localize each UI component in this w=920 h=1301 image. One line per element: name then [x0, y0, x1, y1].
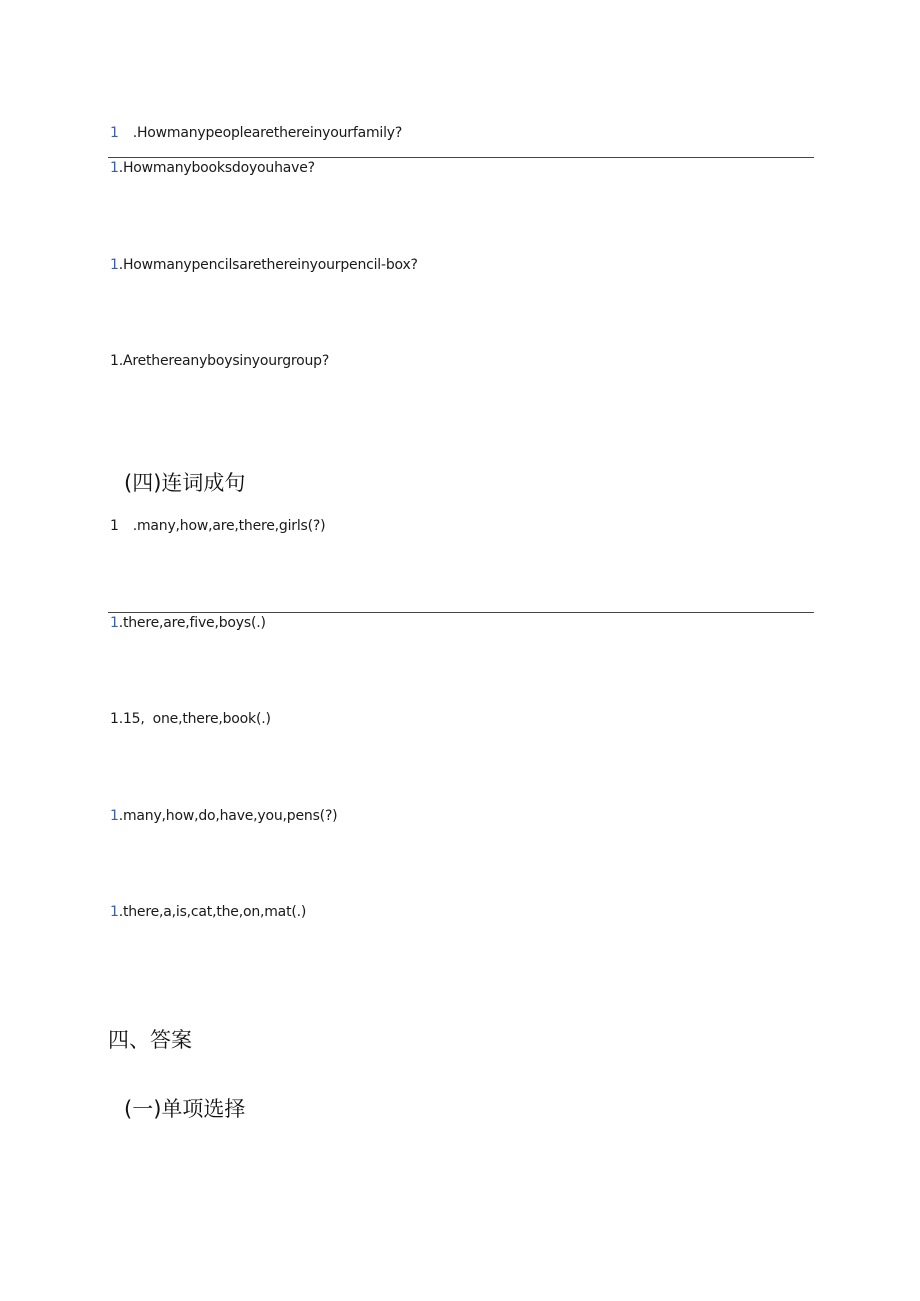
answer-line [108, 157, 814, 158]
question-text: .Howmanypencilsarethereinyourpencil-box? [118, 257, 418, 273]
question-text: .Arethereanyboysinyourgroup? [118, 353, 330, 369]
question-text: .Howmanybooksdoyouhave? [118, 160, 315, 176]
item-number: 1 [110, 904, 119, 920]
item-text: .many,how,are,there,girls(?) [132, 518, 326, 534]
connect-item [110, 614, 266, 632]
question-item [110, 159, 315, 177]
item-number: 1 [110, 808, 119, 824]
connect-item [110, 807, 337, 825]
item-number: 1.15, [110, 711, 145, 727]
answers-heading: 四、答案 [108, 1028, 192, 1052]
section-heading: (四)连词成句 [124, 471, 246, 495]
question-number: 1 [110, 257, 119, 273]
question-item [110, 124, 402, 142]
item-text: .many,how,do,have,you,pens(?) [118, 808, 338, 824]
answers-sub-heading: (一)单项选择 [124, 1097, 246, 1121]
question-item [110, 256, 418, 274]
connect-item [110, 517, 325, 535]
item-text: .there,are,five,boys(.) [118, 615, 266, 631]
answer-line [108, 612, 814, 613]
question-number: 1 [110, 160, 119, 176]
question-number: 1 [110, 353, 119, 369]
question-text: .Howmanypeoplearethereinyourfamily? [132, 125, 403, 141]
question-item [110, 352, 329, 370]
question-number: 1 [110, 125, 119, 141]
connect-item [110, 903, 306, 921]
item-number: 1 [110, 518, 119, 534]
item-text: one,there,book(.) [152, 711, 271, 727]
item-text: .there,a,is,cat,the,on,mat(.) [118, 904, 307, 920]
item-number: 1 [110, 615, 119, 631]
connect-item [110, 710, 271, 728]
